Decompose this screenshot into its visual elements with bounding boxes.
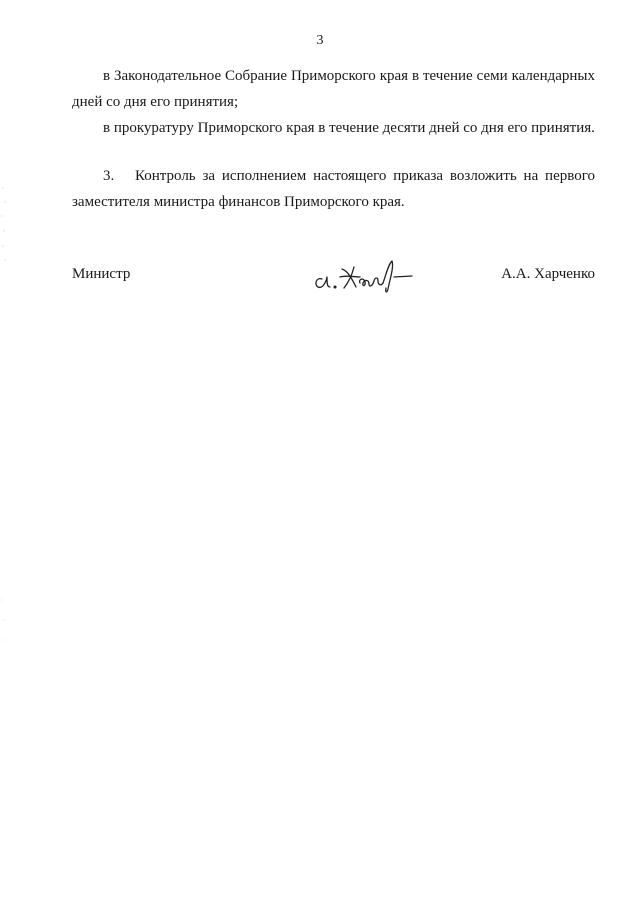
paragraph-prosecutor-office: в прокуратуру Приморского края в течение десяти дней со дня его принятия.	[103, 120, 595, 136]
signature-block	[72, 255, 595, 295]
scan-artifact	[0, 180, 8, 270]
item-number: 3.	[103, 168, 115, 184]
signatory-title: Министр	[72, 266, 131, 282]
page-number: 3	[316, 33, 324, 48]
paragraph-legislative-assembly: в Законодательное Собрание Приморского края в течение семи календарных дней со дня его принятия;	[72, 68, 595, 110]
item-text: Контроль за исполнением настоящего приказа возложить на первого заместителя министра финансов Приморского края.	[72, 168, 595, 210]
handwritten-signature-icon	[308, 255, 418, 295]
signatory-name: А.А. Харченко	[501, 266, 595, 282]
scan-artifact	[0, 590, 8, 650]
paragraph-item-3	[72, 163, 595, 215]
